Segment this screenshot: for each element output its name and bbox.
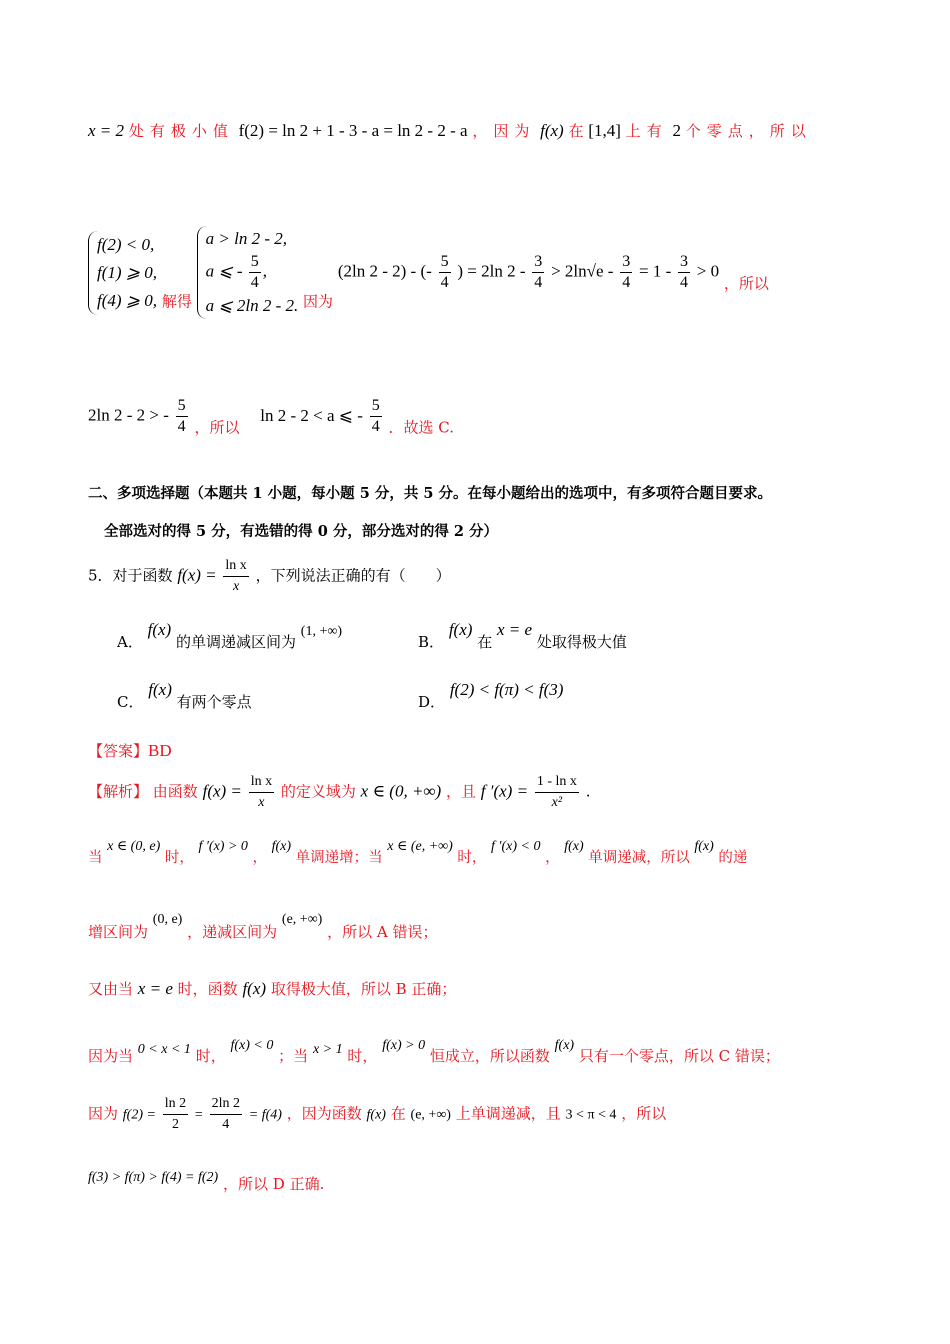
- analysis-a1: [88, 772, 590, 813]
- fraction: $\frac{\text{ln x}}{x}$: [250, 774, 273, 810]
- analysis-a7: [88, 1170, 324, 1194]
- option-label: D．: [418, 693, 446, 711]
- text: 取得极大值，所以 B 正确；: [270, 980, 457, 998]
- option-text: 的单调递减区间为: [176, 633, 297, 651]
- text: 因为: [303, 292, 334, 311]
- inequality-system-2: a > ln 2 - 2, a ⩽ - $\frac{5}{4}$ , a ⩽ 2ln 2 - 2.: [197, 226, 299, 319]
- section-title: 二、多项选择题（本题共 1 小题，每小题 5 分，共 5 分。在每小题给出的选项中，有多项符合题目要求。: [88, 485, 773, 502]
- math: f(x) < 0: [230, 1038, 274, 1053]
- fraction: $\frac{3}{4}$: [680, 253, 689, 291]
- math: (0, e): [152, 912, 183, 927]
- text: ，: [252, 850, 267, 866]
- math: f(x): [694, 839, 714, 854]
- text: 在: [568, 122, 584, 140]
- text: ；当: [278, 1047, 309, 1065]
- text: ，所以 A 错误；: [327, 923, 438, 941]
- text: 因为当: [88, 1047, 134, 1065]
- text: 的递: [718, 850, 748, 866]
- text: 在: [390, 1104, 406, 1123]
- option-a: [117, 620, 342, 652]
- math: x ∈ (0, +∞): [360, 781, 442, 801]
- question-text: ，下列说法正确的有（ ）: [255, 566, 451, 585]
- math: (1, +∞): [300, 624, 342, 639]
- system-row: f(1) ⩾ 0,: [97, 262, 158, 282]
- math: f(x): [564, 839, 584, 854]
- math: f ′(x) < 0: [491, 839, 541, 854]
- math: x ∈ (0, e): [107, 839, 161, 854]
- math: f(x): [540, 121, 564, 140]
- text: ，因为: [472, 122, 536, 140]
- text: ，且: [445, 782, 476, 801]
- text: 由函数: [152, 782, 198, 801]
- math: x = e: [137, 979, 173, 998]
- fraction: $\frac{5}{4}$: [440, 253, 449, 291]
- fraction: $\frac{5}{4}$: [371, 397, 380, 435]
- text: ，所以: [621, 1104, 667, 1123]
- math: x = 2: [88, 121, 125, 140]
- text: ，: [545, 850, 560, 866]
- math: f(2) = ln 2 + 1 - 3 - a = ln 2 - 2 - a: [238, 121, 468, 140]
- analysis-a2: [88, 838, 747, 867]
- fraction: $\frac{5}{4}$: [177, 397, 186, 435]
- text: 增区间为: [88, 923, 149, 941]
- section-title-cont: 全部选对的得 5 分，有选错的得 0 分，部分选对的得 2 分）: [104, 523, 499, 540]
- fraction: $\frac{\text{1 - ln x}}{\text{x²}}$: [536, 774, 577, 810]
- text: 只有一个零点，所以 C 错误；: [578, 1047, 780, 1065]
- math: 2ln 2 - 2 > -: [88, 405, 169, 425]
- option-text: 在: [477, 633, 493, 651]
- text: ．故选 C.: [388, 418, 454, 437]
- math: = f(4): [248, 1107, 282, 1123]
- math: f(x): [366, 1107, 386, 1123]
- option-text: 有两个零点: [176, 693, 252, 711]
- math: [1,4]: [588, 121, 621, 140]
- analysis-line-1: [88, 120, 812, 141]
- text: 当: [88, 850, 103, 866]
- analysis-a6: [88, 1094, 666, 1135]
- math: ln 2 - 2 < a ⩽ -: [260, 405, 363, 425]
- text: .: [585, 782, 591, 801]
- math: f(x): [148, 680, 172, 699]
- answer-line: [88, 740, 172, 761]
- text: 时，: [164, 850, 194, 866]
- fraction: $\frac{\ln 2}{2}$: [164, 1096, 187, 1132]
- math: f(x): [242, 979, 267, 998]
- math: 3 < π < 4: [565, 1107, 617, 1123]
- system-row: a ⩽ -: [205, 261, 243, 281]
- text: 恒成立，所以函数: [429, 1047, 550, 1065]
- analysis-a5: [88, 1038, 780, 1066]
- math: (e, +∞): [410, 1107, 451, 1123]
- math: x ∈ (e, +∞): [387, 839, 453, 854]
- math: =: [194, 1107, 203, 1123]
- text: ，所以 D 正确.: [223, 1175, 325, 1193]
- option-label: B．: [418, 633, 445, 651]
- text: 单调递减，所以: [588, 850, 690, 866]
- system-row: f(4) ⩾ 0,: [97, 290, 158, 310]
- option-label: A．: [117, 633, 143, 651]
- analysis-line-2: [88, 226, 769, 319]
- math: (2ln 2 - 2) - (-: [337, 261, 432, 281]
- answer-value: BD: [148, 741, 172, 760]
- analysis-line-3: [88, 396, 454, 438]
- math: f(x) =: [177, 565, 217, 585]
- text: 上单调递减，且: [455, 1104, 561, 1123]
- math: f ′(x) =: [480, 781, 529, 801]
- math: f(x): [147, 620, 172, 639]
- fraction: $\frac{2\ln 2}{4}$: [211, 1096, 240, 1132]
- text: ，所以: [194, 418, 240, 437]
- fraction: $\frac{5}{4}$: [250, 253, 259, 291]
- text: 单调递增；当: [295, 850, 383, 866]
- fraction: $\frac{3}{4}$: [534, 253, 543, 291]
- math: f ′(x) > 0: [198, 839, 248, 854]
- math: x > 1: [312, 1042, 343, 1057]
- fraction: $\frac{3}{4}$: [622, 253, 631, 291]
- text: 个零点，所以: [685, 122, 812, 140]
- math: f(3) > f(π) > f(4) = f(2): [88, 1170, 219, 1185]
- text: 又由当: [88, 980, 134, 998]
- math: ) = 2ln 2 -: [457, 261, 526, 281]
- text: 时，: [195, 1047, 226, 1065]
- text: ，所以: [723, 274, 769, 293]
- math: f(x): [554, 1038, 575, 1053]
- text: ，因为函数: [286, 1104, 362, 1123]
- analysis-a4: [88, 978, 456, 999]
- question-text: 5．对于函数: [88, 566, 173, 585]
- option-d: [418, 680, 563, 712]
- answer-label: 【答案】: [88, 742, 149, 760]
- math: (e, +∞): [281, 912, 323, 927]
- math: f(x): [271, 839, 292, 854]
- option-text: 处取得极大值: [536, 633, 627, 651]
- text: 的定义域为: [280, 782, 356, 801]
- option-c: [117, 680, 252, 712]
- math: f(2) =: [122, 1107, 156, 1123]
- option-b: [418, 620, 627, 652]
- system-row: a ⩽ 2ln 2 - 2.: [205, 296, 299, 315]
- analysis-label: 【解析】: [88, 782, 149, 801]
- text: 处有极小值: [128, 122, 234, 140]
- question-5: [88, 556, 451, 597]
- fraction: $\frac{\text{ln x}}{x}$: [225, 558, 247, 594]
- analysis-a3: [88, 912, 438, 942]
- text: 时，: [347, 1047, 378, 1065]
- option-label: C．: [117, 693, 144, 711]
- math: f(x) > 0: [382, 1038, 426, 1053]
- text: 因为: [88, 1104, 119, 1123]
- text: 解得: [161, 292, 192, 311]
- text: ，递减区间为: [187, 923, 278, 941]
- math: f(x): [448, 620, 473, 639]
- system-row: a > ln 2 - 2,: [205, 229, 287, 248]
- math: 2: [672, 121, 681, 140]
- system-row: f(2) < 0,: [97, 234, 155, 254]
- text: 上有: [625, 122, 668, 140]
- text: 时，: [457, 850, 487, 866]
- math: f(2) < f(π) < f(3): [449, 680, 564, 699]
- text: 时，函数: [177, 980, 238, 998]
- math: f(x) =: [202, 781, 242, 801]
- math: > 0: [696, 261, 720, 281]
- inequality-system-1: [88, 231, 157, 315]
- math: > 2ln√e -: [551, 261, 614, 281]
- math: x = e: [496, 620, 533, 639]
- math: = 1 -: [638, 261, 672, 281]
- math: 0 < x < 1: [137, 1042, 191, 1057]
